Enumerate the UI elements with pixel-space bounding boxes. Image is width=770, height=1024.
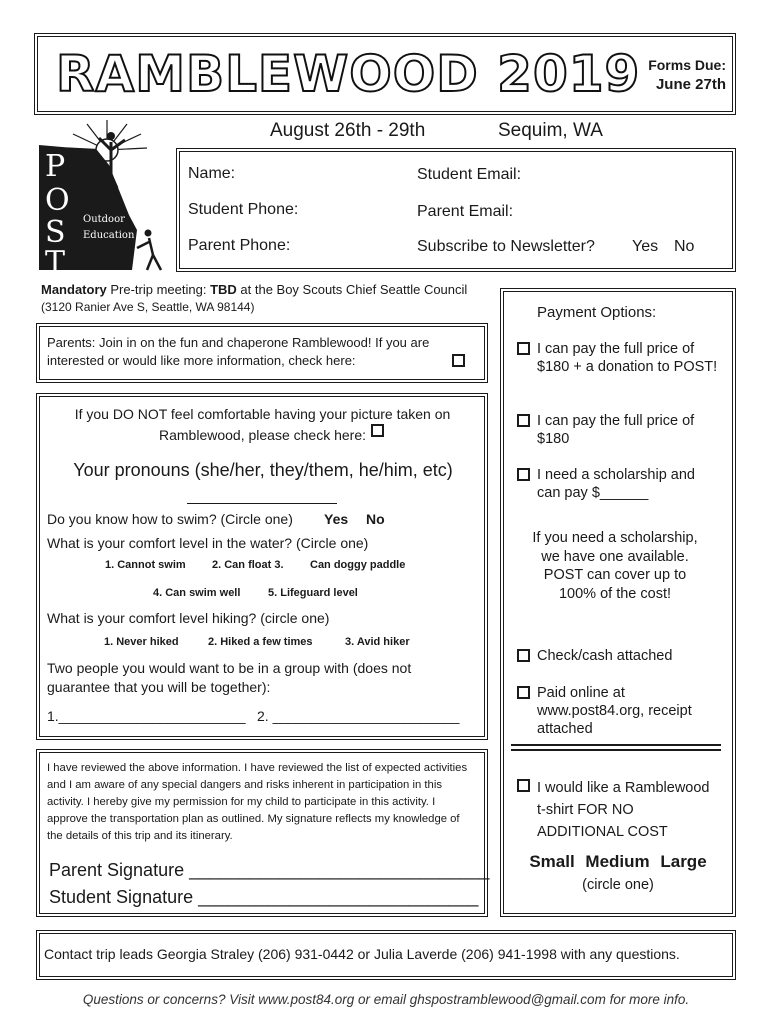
paid-online-option[interactable] <box>537 684 722 738</box>
scholarship-label: I need a scholarship and can pay $______ <box>537 467 695 501</box>
student-signature-field[interactable]: Student Signature ____________________________ <box>49 887 479 907</box>
scholarship-note: If you need a scholarship, we have one available. POST can cover up to 100% of the cost! <box>532 530 698 602</box>
chaperone-checkbox[interactable] <box>452 354 465 367</box>
student-email-field[interactable]: Student Email: <box>417 166 522 183</box>
tshirt-option[interactable] <box>537 777 722 843</box>
forms-due <box>636 55 726 95</box>
pay-full-donation-option[interactable] <box>537 340 722 376</box>
water-level-option[interactable]: 4. Can swim well <box>153 587 241 599</box>
forms-due-label: Forms Due: <box>648 57 726 73</box>
tshirt-sizes-note: (circle one) <box>582 877 654 893</box>
check-cash-label: Check/cash attached <box>537 648 673 664</box>
pay-full-label: I can pay the full price of $180 <box>537 413 695 447</box>
parent-phone-field[interactable]: Parent Phone: <box>188 237 291 254</box>
meeting-tbd: TBD <box>210 282 237 297</box>
hiking-level-option[interactable]: 2. Hiked a few times <box>208 636 313 648</box>
hiking-level-option[interactable]: 1. Never hiked <box>104 636 179 648</box>
checkbox[interactable] <box>517 468 530 481</box>
parent-signature-field[interactable]: Parent Signature ______________________________ <box>49 860 490 880</box>
meeting-text-2: at the Boy Scouts Chief Seattle Council <box>236 282 468 297</box>
hiking-level-option[interactable]: 3. Avid hiker <box>345 636 410 648</box>
swim-question: Do you know how to swim? (Circle one) <box>47 511 293 527</box>
group-choice-1-field[interactable]: 1.________________________ <box>47 708 246 724</box>
newsletter-question: Subscribe to Newsletter? <box>417 238 595 255</box>
water-level-option[interactable]: 1. Cannot swim <box>105 559 186 571</box>
tshirt-label: I would like a Ramblewood t-shirt FOR NO ADDITIONAL COST <box>537 780 710 840</box>
tshirt-sizes[interactable]: Small Medium Large <box>529 852 707 871</box>
post-logo <box>37 120 169 275</box>
water-level-option[interactable]: 5. Lifeguard level <box>268 587 358 599</box>
footer-text: Questions or concerns? Visit www.post84.org or email ghspostramblewood@gmail.com for more info. <box>82 992 690 1007</box>
svg-text:O: O <box>45 183 70 218</box>
divider <box>511 744 721 746</box>
checkbox[interactable] <box>517 686 530 699</box>
check-cash-option[interactable] <box>537 647 722 665</box>
water-level-option[interactable]: Can doggy paddle <box>310 559 406 571</box>
checkbox[interactable] <box>517 649 530 662</box>
pronouns-label: Your pronouns (she/her, they/them, he/him, etc) <box>73 460 453 480</box>
event-location: Sequim, WA <box>498 120 603 141</box>
newsletter-yes-option[interactable]: Yes <box>632 238 659 255</box>
svg-text:Education: Education <box>83 230 135 241</box>
student-phone-field[interactable]: Student Phone: <box>188 201 299 218</box>
photo-opt-out-text: If you DO NOT feel comfortable having your picture taken on Ramblewood, please check here: <box>74 406 451 443</box>
group-choice-2-field[interactable]: 2. ________________________ <box>257 708 460 724</box>
swim-yes-option[interactable]: Yes <box>324 511 349 527</box>
chaperone-text: Parents: Join in on the fun and chaperone Ramblewood! If you are interested or would like more information, check here: <box>47 335 430 368</box>
paid-online-label: Paid online at www.post84.org, receipt attached <box>537 685 692 737</box>
forms-due-date: June 27th <box>655 76 726 93</box>
checkbox[interactable] <box>517 779 530 792</box>
checkbox[interactable] <box>517 414 530 427</box>
photo-opt-out-checkbox[interactable] <box>371 424 384 437</box>
hiking-comfort-question: What is your comfort level hiking? (circle one) <box>47 610 330 626</box>
water-comfort-question: What is your comfort level in the water? (Circle one) <box>47 535 369 551</box>
mandatory-label: Mandatory <box>41 282 107 297</box>
contact-text: Contact trip leads Georgia Straley (206) 931-0442 or Julia Laverde (206) 941-1998 with any questions. <box>44 946 680 962</box>
svg-text:Outdoor: Outdoor <box>83 214 125 225</box>
svg-text:P: P <box>45 149 66 184</box>
newsletter-no-option[interactable]: No <box>674 238 695 255</box>
swim-no-option[interactable]: No <box>366 511 385 527</box>
meeting-text-1: Pre-trip meeting: <box>106 282 211 297</box>
meeting-info <box>41 281 491 316</box>
scholarship-option[interactable] <box>537 466 722 502</box>
divider <box>511 749 721 751</box>
event-dates: August 26th - 29th <box>270 120 426 141</box>
water-level-option[interactable]: 2. Can float 3. <box>212 559 284 571</box>
parent-email-field[interactable]: Parent Email: <box>417 203 514 220</box>
svg-text:S: S <box>45 215 66 250</box>
name-field[interactable]: Name: <box>188 165 236 182</box>
meeting-address: (3120 Ranier Ave S, Seattle, WA 98144) <box>41 300 255 314</box>
payment-title: Payment Options: <box>537 304 657 321</box>
pay-full-option[interactable] <box>537 412 727 448</box>
checkbox[interactable] <box>517 342 530 355</box>
page-title: RAMBLEWOOD 2019 <box>56 45 641 103</box>
pronouns-field[interactable] <box>187 503 337 504</box>
group-preference-question: Two people you would want to be in a group with (does not guarantee that you will be together): <box>47 660 412 695</box>
pay-full-donation-label: I can pay the full price of $180 + a donation to POST! <box>537 341 718 375</box>
consent-text: I have reviewed the above information. I have reviewed the list of expected activities and I am aware of any special dangers and risks inherent in participation in this activity. I hereby give my permission for my child to participate in this activity. I approve the transportation plan as outlined. My signature reflects my knowledge of the details of this trip and its itinerary. <box>47 762 468 842</box>
svg-text:T: T <box>45 245 66 275</box>
